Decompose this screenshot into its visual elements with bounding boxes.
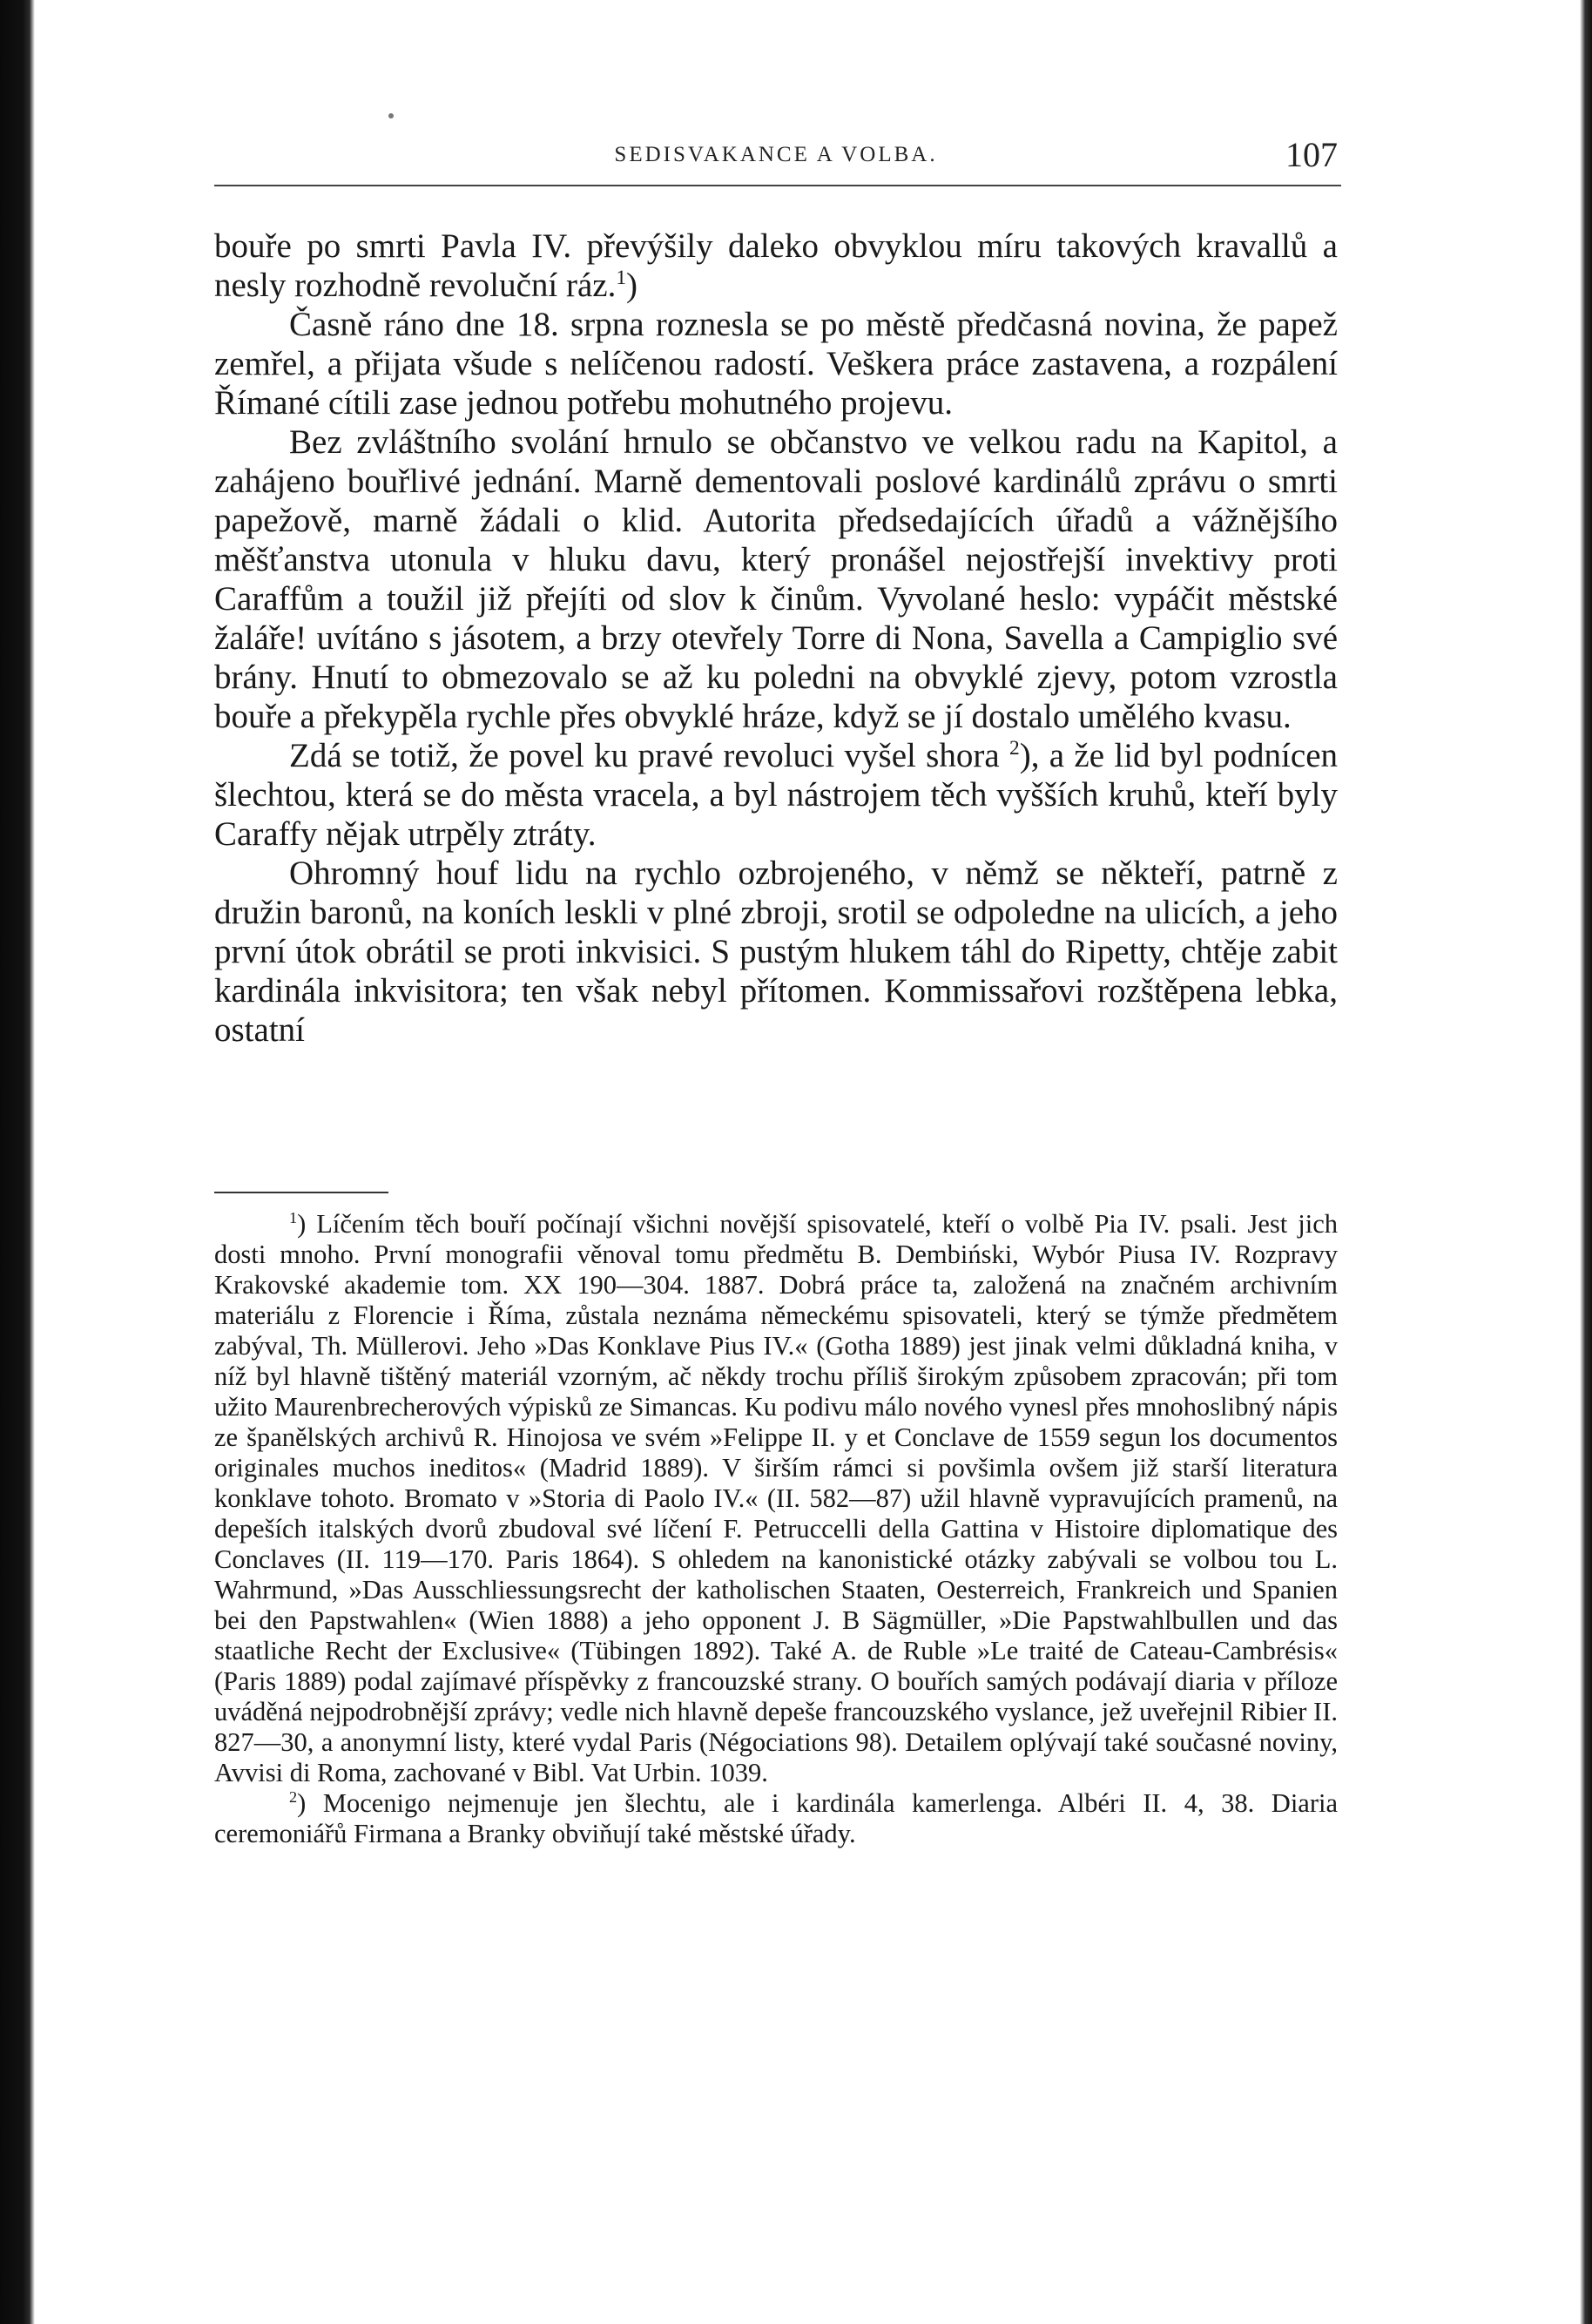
- paragraph-1-end: ): [626, 267, 638, 304]
- header-rule: [214, 185, 1341, 186]
- scan-speck: [388, 113, 394, 118]
- running-head: SEDISVAKANCE A VOLBA.: [614, 143, 938, 166]
- paragraph-1: [214, 226, 1338, 305]
- footnote-1: [214, 1209, 1338, 1788]
- page-header: [214, 135, 1338, 185]
- footnotes: [214, 1209, 1338, 1849]
- footnote-ref-2: 2: [1009, 737, 1020, 760]
- page-number: 107: [1285, 135, 1338, 174]
- footnote-2: [214, 1788, 1338, 1849]
- paragraph-2: Časně ráno dne 18. srpna roznesla se po městě předčasná novina, že papež zemřel, a přijata všude s nelíčenou radostí. Veškera práce zastavena, a rozpálení Římané cítili zase jednou potřebu mohutného projevu.: [214, 306, 1338, 422]
- footnote-ref-1: 1: [616, 267, 627, 289]
- footnote-rule: [214, 1192, 388, 1193]
- paragraph-5: Ohromný houf lidu na rychlo ozbrojeného, v němž se někteří, patrně z družin baronů, na koních leskli v plné zbroji, srotil se odpoledne na ulicích, a jeho první útok obrátil se proti inkvisici. S pustým hlukem táhl do Ripetty, chtěje zabit kardinála inkvisitora; ten však nebyl přítomen. Kommissařovi rozštěpena lebka, ostatní: [214, 855, 1338, 1049]
- footnote-2-marker: 2: [289, 1787, 298, 1806]
- paragraph-4-text-a: Zdá se totiž, že povel ku pravé revoluci vyšel shora: [289, 737, 1000, 774]
- paragraph-1-text: bouře po smrti Pavla IV. převýšily daleko obvyklou míru takových kravallů a nesly rozhodně revoluční ráz.: [214, 227, 1338, 304]
- paragraph-3: Bez zvláštního svolání hrnulo se občanstvo ve velkou radu na Kapitol, a zahájeno bouřlivé jednání. Marně dementovali poslové kardinálů zprávu o smrti papežově, marně žádali o klid. Autorita předsedajících úřadů a vážnějšího měšťanstva utonula v hluku davu, který pronášel nejostřejší invektivy proti Caraffům a toužil již přejíti od slov k činům. Vyvolané heslo: vypáčit městské žaláře! uvítáno s jásotem, a brzy otevřely Torre di Nona, Savella a Campiglio své brány. Hnutí to obmezovalo se až ku poledni na obvyklé zjevy, potom vzrostla bouře a překypěla rychle přes obvyklé hráze, když se jí dostalo umělého kvasu.: [214, 423, 1338, 735]
- paragraph-4: [214, 736, 1338, 854]
- footnote-2-text: ) Mocenigo nejmenuje jen šlechtu, ale i kardinála kamerlenga. Albéri II. 4, 38. Diaria ceremoniářů Firmana a Branky obviňují také městské úřady.: [214, 1788, 1338, 1848]
- footnote-1-text: ) Líčením těch bouří počínají všichni novější spisovatelé, kteří o volbě Pia IV. psali. Jest jich dosti mnoho. První monografii věnoval tomu předmětu B. Dembiński, Wybór Piusa IV. Rozpravy Krakovské akademie tom. XX 190—304. 1887. Dobrá práce ta, založená na značném archivním materiálu z Florencie i Říma, zůstala neznáma německému spisovateli, který se týmže předmětem zabýval, Th. Müllerovi. Jeho »Das Konklave Pius IV.« (Gotha 1889) jest jinak velmi důkladná kniha, v níž byl hlavně tištěný materiál vzorným, ač někdy trochu příliš širokým způsobem zpracován; při tom užito Maurenbrecherových výpisků ze Simancas. Ku podivu málo nového vynesl přes mnohoslibný nápis ze španělských archivů R. Hinojosa ve svém »Felippe II. y et Conclave de 1559 segun los documentos originales muchos ineditos« (Madrid 1889). V širším rámci si povšimla ovšem již starší literatura konklave tohoto. Bromato v »Storia di Paolo IV.« (II. 582—87) užil hlavně vypravujících pramenů, na depeších italských dvorů zbudoval své líčení F. Petruccelli della Gattina v Histoire diplomatique des Conclaves (II. 119—170. Paris 1864). S ohledem na kanonistické otázky zabývali se volbou tou L. Wahrmund, »Das Ausschliessungsrecht der katholischen Staaten, Oesterreich, Frankreich und Spanien bei den Papstwahlen« (Wien 1888) a jeho opponent J. B Sägmüller, »Die Papstwahlbullen und das staatliche Recht der Exclusive« (Tübingen 1892). Také A. de Ruble »Le traité de Cateau-Cambrésis« (Paris 1889) podal zajímavé příspěvky z francouzské strany. O bouřích samých podávají diaria v příloze uváděná nejpodrobnější zprávy; vedle nich hlavně depeše francouzského vyslance, jež uveřejnil Ribier II. 827—30, a anonymní listy, které vydal Paris (Négociations 98). Detailem oplývají také současné noviny, Avvisi di Roma, zachované v Bibl. Vat Urbin. 1039.: [214, 1209, 1338, 1787]
- paragraph-4-text-b: ), a že lid byl podnícen šlechtou, která se do města vracela, a byl nástrojem těch vyšších kruhů, kteří byly Caraffy nějak utrpěly ztráty.: [214, 737, 1339, 853]
- scan-right-edge: [1580, 0, 1592, 2324]
- footnote-1-marker: 1: [289, 1208, 298, 1226]
- scan-left-edge: [0, 0, 35, 2324]
- main-text: [214, 226, 1338, 1050]
